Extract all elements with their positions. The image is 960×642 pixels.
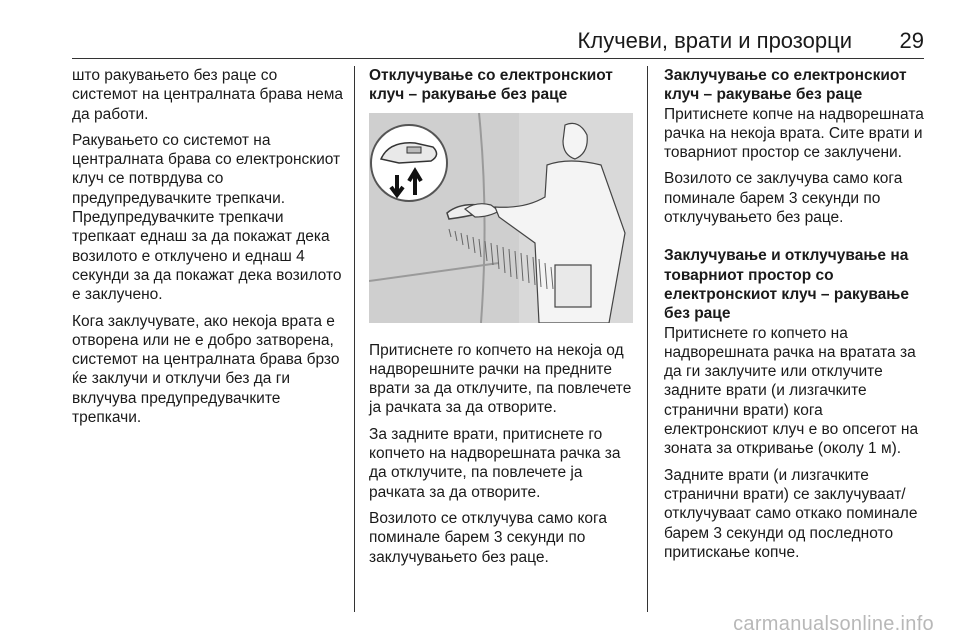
column-left <box>72 66 344 434</box>
pocket <box>555 265 591 307</box>
paragraph: Притиснете копче на надворешната рачка на некоја врата. Сите врати и товарниот простор се заклучени. <box>664 105 924 162</box>
paragraph: Притиснете го копчето на некоја од надворешните рачки на предните врати за да отклучите, па повлечете ја рачката за да отворите. <box>369 341 632 417</box>
page-header <box>72 28 924 58</box>
paragraph: Возилото се отклучува само кога поминале барем 3 секунди по заклучувањето без раце. <box>369 509 607 566</box>
paragraph: Кога заклучувате, ако некоја врата е отворена или не е добро затворена, системот на централната брава брзо ќе заклучи и отклучи без да ги вклучува предупредувачките трепкачи. <box>72 312 340 427</box>
paragraph: Притиснете го копчето на надворешната рачка на вратата за да ги заклучите или отклучите задните врати (и лизгачките странични врати) кога електронскиот клуч е во опсегот на зоната за откривање (околу 1 м). <box>664 324 919 458</box>
paragraph: За задните врати, притиснете го копчето на надворешната рачка за да отклучите, па повлечете ја рачката за да отворите. <box>369 425 621 501</box>
paragraph: Ракувањето со системот на централната брава со електронскиот клуч се потврдува со предупредувачките трепкачи. Предупредувачките трепкачи трепкаат еднаш за да покажат дека возилото е отклучено и еднаш 4 секунди за да покажат дека возилото е заклучено. <box>72 131 342 304</box>
illustration-svg <box>369 113 633 323</box>
door-handle-illustration <box>369 113 633 323</box>
header-rule <box>72 58 924 59</box>
column-divider <box>354 66 355 612</box>
section-heading: Отклучување со електронскиот клуч – ракување без раце <box>369 67 613 104</box>
watermark: carmanualsonline.info <box>733 613 934 635</box>
column-divider <box>647 66 648 612</box>
paragraph: што ракувањето без раце со системот на централната брава нема да работи. <box>72 67 344 123</box>
paragraph: Возилото се заклучува само кога поминале барем 3 секунди по отклучувањето без раце. <box>664 170 903 227</box>
page-number: 29 <box>899 28 924 53</box>
column-middle <box>369 66 633 574</box>
section-heading: Заклучување и отклучување на товарниот простор со електронскиот клуч – ракување без раце <box>664 247 909 323</box>
chapter-title: Клучеви, врати и прозорци <box>577 28 852 53</box>
paragraph: Задните врати (и лизгачките странични врати) се заклучуваат/ отклучуваат само откако поминале барем 3 секунди од последното притискање копче. <box>664 466 918 561</box>
person-head <box>563 123 587 159</box>
section-heading: Заклучување со електронскиот клуч – ракување без раце <box>664 67 907 104</box>
column-right <box>664 66 930 569</box>
